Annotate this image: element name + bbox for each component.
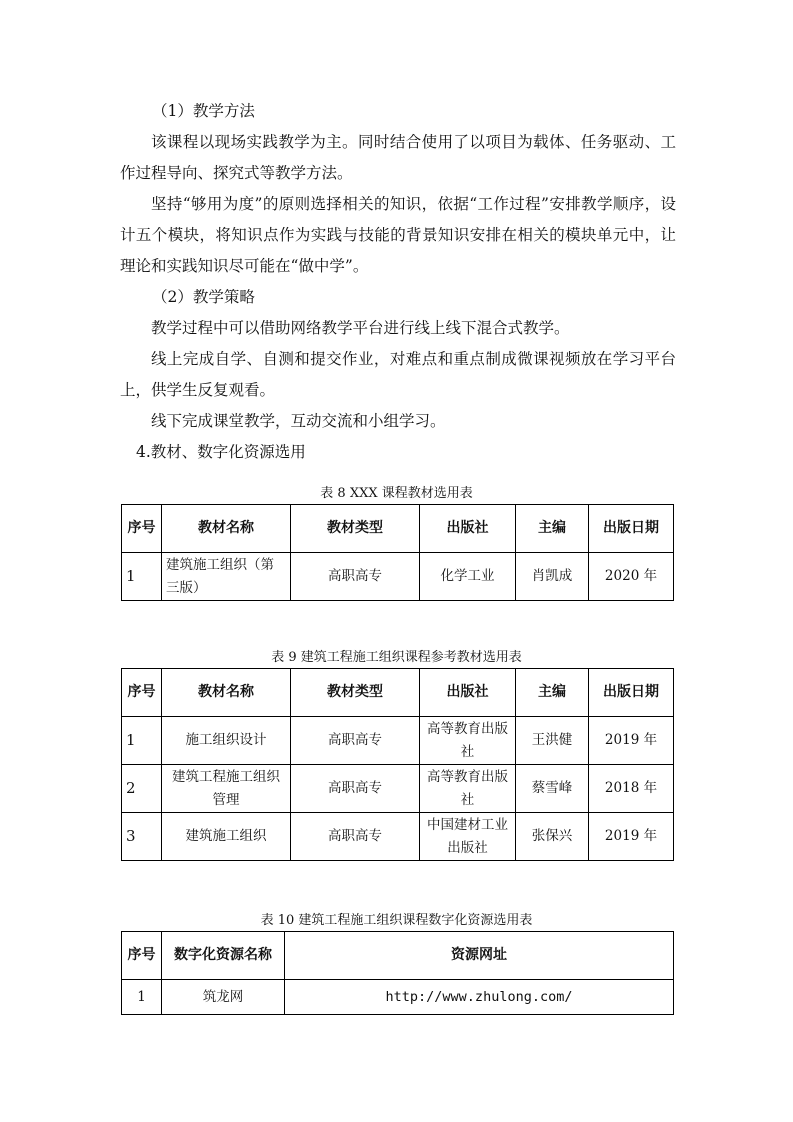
table-row (122, 717, 674, 765)
table9-cell-title: 施工组织设计 (162, 717, 291, 765)
table-row (122, 553, 674, 601)
table9-cell-editor: 王洪健 (516, 717, 589, 765)
table9-cell-type: 高职高专 (291, 813, 420, 861)
table9-cell-editor: 张保兴 (516, 813, 589, 861)
heading-teaching-strategy: （2）教学策略 (152, 288, 255, 306)
paragraph-strategy-online: 线上完成自学、自测和提交作业，对难点和重点制成微课视频放在学习平台上，供学生反复观看。 (120, 350, 676, 399)
table9-cell-type: 高职高专 (291, 765, 420, 813)
table9-cell-seq: 1 (122, 717, 162, 765)
table10-cell-seq: 1 (122, 980, 162, 1015)
paragraph-strategy-intro: 教学过程中可以借助网络教学平台进行线上线下混合式教学。 (151, 319, 570, 337)
table9-cell-type: 高职高专 (291, 717, 420, 765)
table9-cell-editor: 蔡雪峰 (516, 765, 589, 813)
table8-header-publisher: 出版社 (420, 505, 516, 553)
table10-cell-name: 筑龙网 (162, 980, 285, 1015)
table10-header-seq: 序号 (122, 932, 162, 980)
table9-header-type: 教材类型 (291, 669, 420, 717)
table8-header-row (122, 505, 674, 553)
table9-cell-seq: 2 (122, 765, 162, 813)
table9-header-row (122, 669, 674, 717)
table8-header-title: 教材名称 (162, 505, 291, 553)
table9-cell-title: 建筑工程施工组织管理 (162, 765, 291, 813)
table8-header-date: 出版日期 (589, 505, 674, 553)
heading-materials: 4.教材、数字化资源选用 (136, 443, 306, 461)
table8-cell-publisher: 化学工业 (420, 553, 516, 601)
table10-header-row (122, 932, 674, 980)
table8-header-seq: 序号 (122, 505, 162, 553)
table9 (121, 668, 674, 861)
table8-cell-type: 高职高专 (291, 553, 420, 601)
table9-cell-seq: 3 (122, 813, 162, 861)
table9-cell-publisher: 中国建材工业出版社 (420, 813, 516, 861)
table9-cell-date: 2019 年 (589, 813, 674, 861)
paragraph-method-detail: 坚持“够用为度”的原则选择相关的知识，依据“工作过程”安排教学顺序，设计五个模块，将知识点作为实践与技能的背景知识安排在相关的模块单元中，让理论和实践知识尽可能在“做中学”。 (120, 195, 676, 275)
paragraph-strategy-offline: 线下完成课堂教学，互动交流和小组学习。 (151, 412, 446, 430)
table8-caption: 表 8 XXX 课程教材选用表 (320, 486, 473, 501)
table9-header-publisher: 出版社 (420, 669, 516, 717)
table-row (122, 813, 674, 861)
table8-cell-title: 建筑施工组织（第三版） (162, 553, 291, 601)
table9-cell-publisher: 高等教育出版社 (420, 765, 516, 813)
table9-header-title: 教材名称 (162, 669, 291, 717)
paragraph-method-intro: 该课程以现场实践教学为主。同时结合使用了以项目为载体、任务驱动、工作过程导向、探究式等教学方法。 (120, 133, 676, 182)
table9-header-seq: 序号 (122, 669, 162, 717)
table9-cell-title: 建筑施工组织 (162, 813, 291, 861)
table9-cell-date: 2019 年 (589, 717, 674, 765)
table9-cell-publisher: 高等教育出版社 (420, 717, 516, 765)
table10-header-url: 资源网址 (285, 932, 674, 980)
table8-cell-date: 2020 年 (589, 553, 674, 601)
table10-header-name: 数字化资源名称 (162, 932, 285, 980)
table10-caption: 表 10 建筑工程施工组织课程数字化资源选用表 (260, 913, 533, 928)
table10 (121, 931, 674, 1015)
table8-header-editor: 主编 (516, 505, 589, 553)
table8-cell-seq: 1 (122, 553, 162, 601)
table9-cell-date: 2018 年 (589, 765, 674, 813)
table-row (122, 765, 674, 813)
table-row (122, 980, 674, 1015)
table8-header-type: 教材类型 (291, 505, 420, 553)
table8 (121, 504, 674, 601)
table9-header-editor: 主编 (516, 669, 589, 717)
heading-teaching-method: （1）教学方法 (152, 102, 255, 120)
table9-caption: 表 9 建筑工程施工组织课程参考教材选用表 (271, 650, 522, 665)
table9-header-date: 出版日期 (589, 669, 674, 717)
resource-url-link[interactable]: http://www.zhulong.com/ (285, 980, 674, 1015)
table8-cell-editor: 肖凯成 (516, 553, 589, 601)
